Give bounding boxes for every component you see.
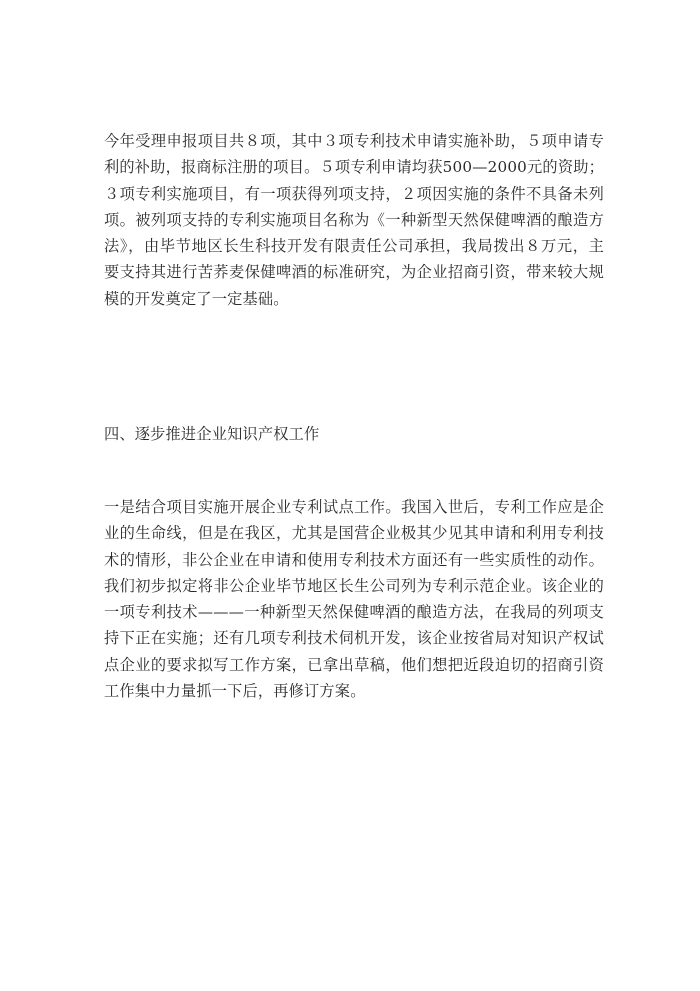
paragraph-project-funding: 今年受理申报项目共８项，其中３项专利技术申请实施补助，５项申请专利的补助，报商标注册的项目。５项专利申请均获500—2000元的资助；３项专利实施项目，有一项获得列项支持，２项因实施的条件不具备未列项。被列项支持的专利实施项目名称为《一种新型天然保健啤酒的酿造方法》，由毕节地区长生科技开发有限责任公司承担，我局拨出８万元，主要支持其进行苦荞麦保健啤酒的标准研究，为企业招商引资，带来较大规模的开发奠定了一定基础。 xyxy=(104,132,604,308)
section-heading: 四、逐步推进企业知识产权工作 xyxy=(104,425,320,443)
paragraph-enterprise-patent-pilot: 一是结合项目实施开展企业专利试点工作。我国入世后，专利工作应是企业的生命线，但是在我区，尤其是国营企业极其少见其申请和利用专利技术的情形，非公企业在申请和使用专利技术方面还有一些实质性的动作。我们初步拟定将非公企业毕节地区长生公司列为专利示范企业。该企业的一项专利技术———一种新型天然保健啤酒的酿造方法，在我局的列项支持下正在实施；还有几项专利技术伺机开发，该企业按省局对知识产权试点企业的要求拟写工作方案，已拿出草稿，他们想把近段迫切的招商引资工作集中力量抓一下后，再修订方案。 xyxy=(104,498,604,701)
